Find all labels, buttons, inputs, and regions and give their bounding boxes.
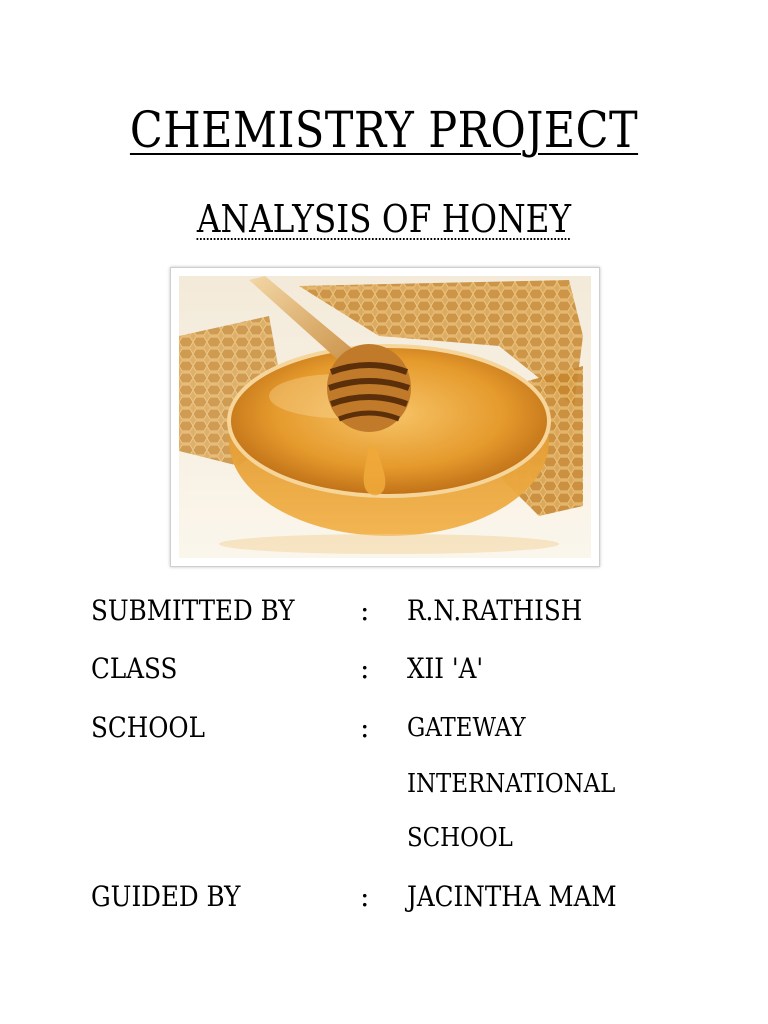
honey-photo (170, 267, 600, 567)
page-subtitle (54, 194, 714, 244)
honey-illustration (179, 276, 591, 558)
submitted-by-value: R.N.RATHISH (407, 594, 583, 627)
page-title (54, 98, 714, 162)
school-value-line3: SCHOOL (407, 823, 513, 853)
class-label: CLASS (91, 652, 178, 685)
page-subtitle-text: ANALYSIS OF HONEY (196, 197, 572, 241)
submitted-by-separator: : (360, 594, 370, 627)
guided-by-value: JACINTHA MAM (407, 880, 617, 913)
class-separator: : (360, 652, 370, 685)
class-value: XII 'A' (407, 652, 484, 685)
guided-by-separator: : (360, 880, 370, 913)
school-value-line1: GATEWAY (407, 713, 526, 743)
submitted-by-label: SUBMITTED BY (91, 594, 295, 627)
page-title-text: CHEMISTRY PROJECT (129, 101, 639, 159)
school-label: SCHOOL (91, 711, 205, 744)
table-glow (219, 534, 559, 554)
honey-dipper (327, 344, 411, 432)
school-separator: : (360, 711, 370, 744)
guided-by-label: GUIDED BY (91, 880, 241, 913)
school-value-line2: INTERNATIONAL (407, 769, 616, 799)
